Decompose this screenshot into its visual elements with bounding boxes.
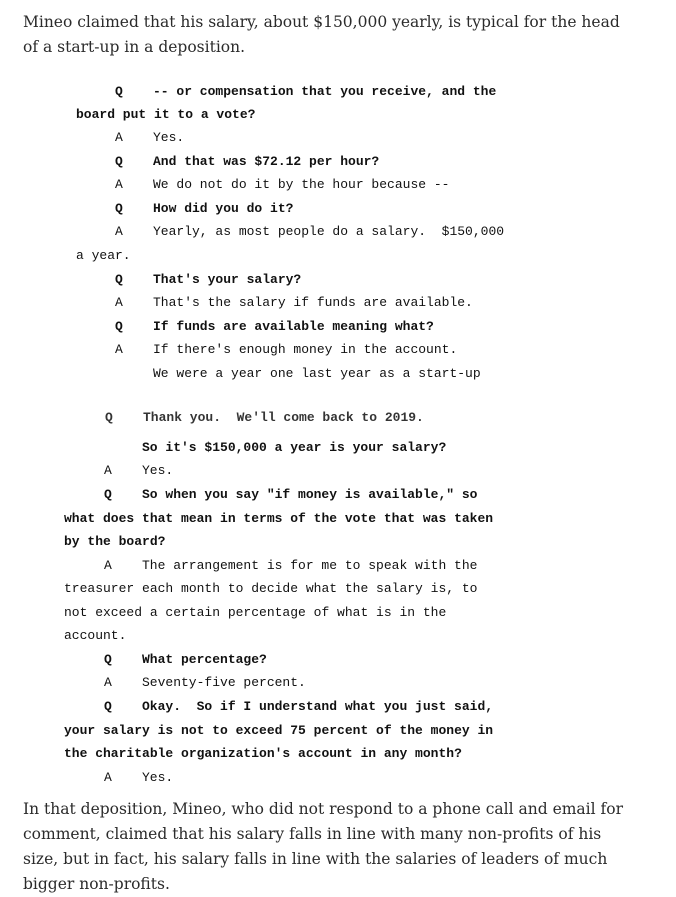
transcript-line: Yearly, as most people do a salary. $150,000 [153,224,505,239]
cropped-line-bottom [100,770,220,785]
speaker-mark: Q [115,84,123,99]
transcript-line: Yes. [153,130,185,145]
transcript-line: Seventy-five percent. [142,675,306,690]
speaker-mark: A [104,463,112,478]
speaker-mark: Q [115,154,123,169]
transcript-line: So it's $150,000 a year is your salary? [142,440,447,455]
transcript-line: If funds are available meaning what? [153,319,434,334]
transcript-line: by the board? [64,534,166,549]
transcript-line: board put it to a vote? [76,107,256,122]
intro-paragraph: Mineo claimed that his salary, about $150,000 yearly, is typical for the head of a start-up in a deposition. [23,13,620,56]
speaker-mark: Q [104,699,112,714]
transcript-line: not exceed a certain percentage of what is in the [64,605,447,620]
speaker-mark: A [115,224,123,239]
transcript-line: That's the salary if funds are available. [153,295,473,310]
speaker-mark: Q [115,201,123,216]
speaker-mark: Q [115,272,123,287]
transcript-line: -- or compensation that you receive, and the [153,84,497,99]
speaker-mark: A [115,130,123,145]
transcript-line: So when you say "if money is available," so [142,487,478,502]
transcript-line: Yes. [142,770,174,785]
speaker-mark: A [115,342,123,357]
transcript-line: Thank you. We'll come back to 2019. [143,410,424,425]
transcript-line: Okay. So if I understand what you just said, [142,699,494,714]
speaker-mark: A [104,770,112,785]
transcript-line: what does that mean in terms of the vote that was taken [64,511,494,526]
speaker-mark: Q [115,319,123,334]
speaker-mark: Q [104,652,112,667]
transcript-line: Yes. [142,463,174,478]
transcript-line: the charitable organization's account in any month? [64,746,462,761]
transcript-line: We do not do it by the hour because -- [153,177,450,192]
speaker-mark: Q [104,487,112,502]
transcript-line: treasurer each month to decide what the salary is, to [64,581,478,596]
transcript-line: We were a year one last year as a start-up [153,366,481,381]
cropped-line-top [100,410,440,425]
speaker-mark: A [104,558,112,573]
transcript-line: How did you do it? [153,201,294,216]
transcript-line: That's your salary? [153,272,302,287]
speaker-mark: Q [105,410,113,425]
speaker-mark: A [104,675,112,690]
speaker-mark: A [115,177,123,192]
transcript-line: What percentage? [142,652,267,667]
transcript-line: And that was $72.12 per hour? [153,154,380,169]
transcript-line: a year. [76,248,131,263]
closing-paragraph: In that deposition, Mineo, who did not respond to a phone call and email for comment, claimed that his salary falls in line with many non-profits of his size, but in fact, his salary falls in line with the salaries of leaders of much bigger non-profits. [23,800,623,893]
transcript-line: The arrangement is for me to speak with the [142,558,478,573]
transcript-line: account. [64,628,127,643]
transcript-line: If there's enough money in the account. [153,342,458,357]
speaker-mark: A [115,295,123,310]
transcript-line: your salary is not to exceed 75 percent of the money in [64,723,494,738]
